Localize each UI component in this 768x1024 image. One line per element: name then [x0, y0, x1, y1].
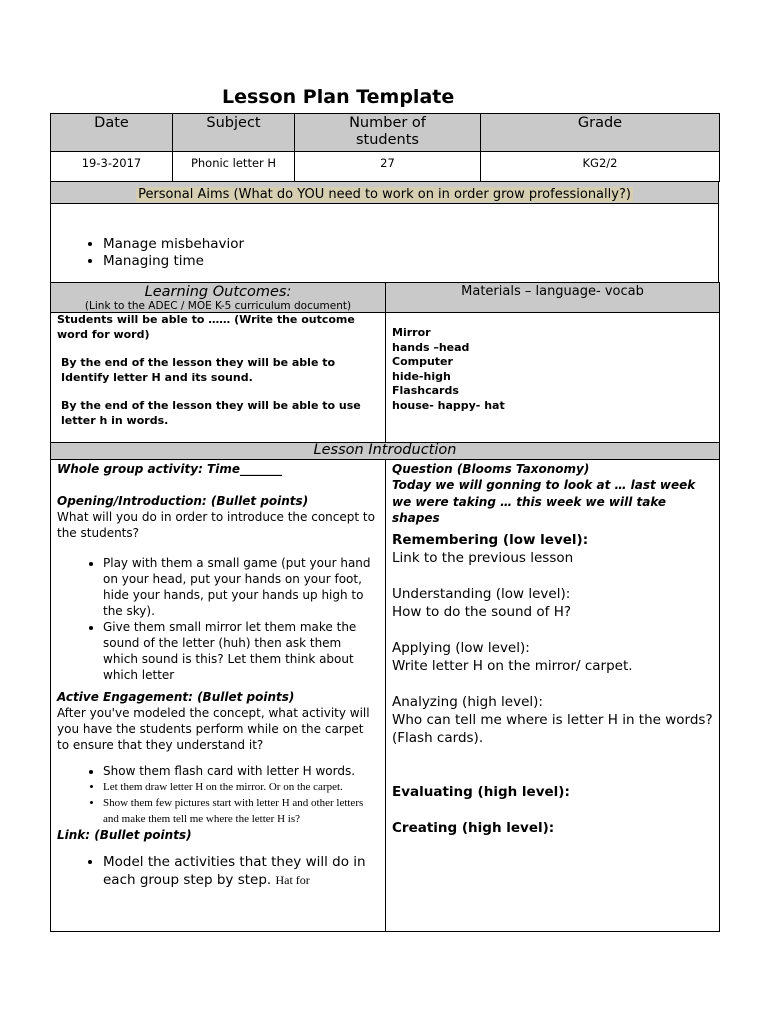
- material-item: Mirror: [392, 326, 431, 339]
- active-item: • Show them flash card with letter H words.: [103, 763, 379, 779]
- personal-aims-content: [51, 204, 719, 284]
- value-subject: Phonic letter H: [173, 152, 295, 182]
- question-intro: Today we will gonning to look at … last week we were taking … this week we will take shapes: [392, 478, 696, 525]
- creating-label: Creating (high level):: [392, 819, 555, 836]
- whole-group-activity: Whole group activity: Time_______: [57, 462, 282, 476]
- evaluating-label: Evaluating (high level):: [392, 783, 570, 800]
- remembering-text: Link to the previous lesson: [392, 549, 574, 566]
- remembering-label: Remembering (low level):: [392, 531, 589, 548]
- page-title: Lesson Plan Template: [222, 86, 455, 108]
- active-engagement-question: After you've modeled the concept, what activity will you have the students perform while on the carpet to ensure that they understand it?: [57, 706, 370, 752]
- value-number-of-students: 27: [295, 152, 481, 182]
- lesson-introduction-right: [386, 460, 720, 932]
- understanding-label: Understanding (low level):: [392, 585, 571, 602]
- header-number-of-students: Number of students: [295, 114, 481, 152]
- material-item: house- happy- hat: [392, 398, 505, 412]
- analyzing-text: Who can tell me where is letter H in the words? (Flash cards).: [392, 711, 713, 746]
- link-item: • Model the activities that they will do in each group step by step. Hat for: [103, 853, 379, 889]
- active-item: • Let them draw letter H on the mirror. Or on the carpet.: [103, 779, 379, 795]
- outcomes-materials-table: [50, 282, 720, 443]
- analyzing-label: Analyzing (high level):: [392, 693, 543, 710]
- material-item: Flashcards: [392, 384, 459, 397]
- lesson-introduction-heading: Lesson Introduction: [51, 443, 720, 460]
- opening-item: • Play with them a small game (put your hand on your head, put your hands on your foot, hide your hands, put your hands up high to the sky).: [103, 555, 379, 619]
- active-engagement-heading: Active Engagement: (Bullet points): [57, 690, 295, 704]
- personal-aims-list: [51, 236, 718, 270]
- materials-content: [386, 313, 720, 443]
- outcome-line: By the end of the lesson they will be able to use letter h in words.: [61, 399, 361, 427]
- material-item: hide-high: [392, 369, 451, 383]
- value-grade: KG2/2: [481, 152, 720, 182]
- learning-outcomes-content: [51, 313, 386, 443]
- link-list: [57, 853, 379, 889]
- lesson-introduction-table: [50, 442, 720, 932]
- active-item: • Show them few pictures start with letter H and other letters and make them tell me where the letter H is?: [103, 795, 379, 827]
- opening-item: • Give them small mirror let them make the sound of the letter (huh) then ask them which sound is this? Let them think about which letter: [103, 619, 379, 683]
- header-grade: Grade: [481, 114, 720, 152]
- personal-aims-table: [50, 181, 719, 284]
- applying-label: Applying (low level):: [392, 639, 530, 656]
- outcome-line: Students will be able to …… (Write the outcome word for word): [57, 313, 355, 341]
- question-heading: Question (Blooms Taxonomy): [392, 462, 590, 476]
- opening-list: [57, 555, 379, 683]
- value-date: 19-3-2017: [51, 152, 173, 182]
- personal-aim-item: • Managing time: [103, 253, 718, 270]
- opening-heading: Opening/Introduction: (Bullet points): [57, 494, 309, 508]
- active-engagement-list: [57, 763, 379, 827]
- understanding-text: How to do the sound of H?: [392, 603, 572, 620]
- personal-aim-item: • Manage misbehavior: [103, 236, 718, 253]
- header-subject: Subject: [173, 114, 295, 152]
- opening-question: What will you do in order to introduce the concept to the students?: [57, 510, 375, 540]
- learning-outcomes-heading: Learning Outcomes:: [144, 284, 292, 300]
- learning-outcomes-subheading: (Link to the ADEC / MOE K-5 curriculum document): [84, 300, 352, 312]
- applying-text: Write letter H on the mirror/ carpet.: [392, 657, 633, 674]
- materials-heading: Materials – language- vocab: [386, 283, 720, 313]
- outcome-line: By the end of the lesson they will be able to Identify letter H and its sound.: [61, 356, 336, 384]
- info-table: [50, 113, 720, 182]
- learning-outcomes-heading-cell: [51, 283, 386, 313]
- lesson-introduction-left: [51, 460, 386, 932]
- personal-aims-heading-cell: [51, 182, 719, 204]
- material-item: Computer: [392, 355, 453, 368]
- header-date: Date: [51, 114, 173, 152]
- link-heading: Link: (Bullet points): [57, 828, 192, 842]
- material-item: hands –head: [392, 340, 470, 354]
- personal-aims-heading: Personal Aims (What do YOU need to work on in order grow professionally?): [138, 187, 631, 202]
